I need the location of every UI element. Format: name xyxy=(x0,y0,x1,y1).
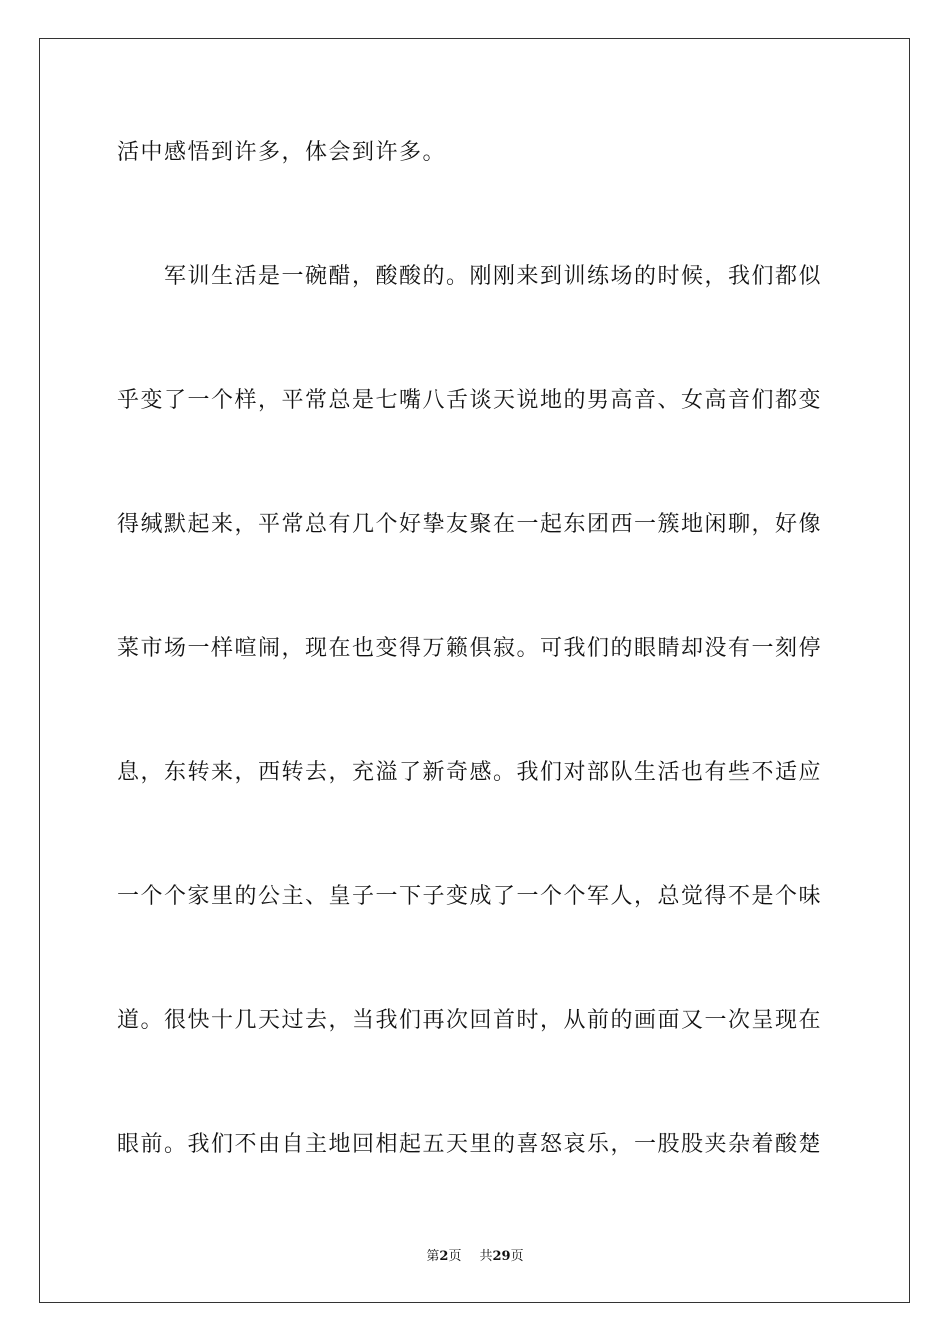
page-number: 第2页 xyxy=(426,1249,462,1264)
text-line-2: 军训生活是一碗醋，酸酸的。刚刚来到训练场的时候，我们都似 xyxy=(164,264,823,289)
text-line-1: 活中感悟到许多，体会到许多。 xyxy=(117,140,447,165)
page-border xyxy=(39,38,910,1303)
text-line-6: 息，东转来，西转去，充溢了新奇感。我们对部队生活也有些不适应 xyxy=(117,760,823,785)
page-total: 共29页 xyxy=(479,1249,524,1264)
text-line-7: 一个个家里的公主、皇子一下子变成了一个个军人，总觉得不是个味 xyxy=(117,884,823,909)
text-line-3: 乎变了一个样，平常总是七嘴八舌谈天说地的男高音、女高音们都变 xyxy=(117,388,823,413)
text-line-8: 道。很快十几天过去，当我们再次回首时，从前的画面又一次呈现在 xyxy=(117,1008,823,1033)
text-line-4: 得缄默起来，平常总有几个好挚友聚在一起东团西一簇地闲聊，好像 xyxy=(117,512,823,537)
page-footer xyxy=(0,1247,950,1267)
text-line-5: 菜市场一样喧闹，现在也变得万籁俱寂。可我们的眼睛却没有一刻停 xyxy=(117,636,823,661)
text-line-9: 眼前。我们不由自主地回相起五天里的喜怒哀乐，一股股夹杂着酸楚 xyxy=(117,1132,823,1157)
